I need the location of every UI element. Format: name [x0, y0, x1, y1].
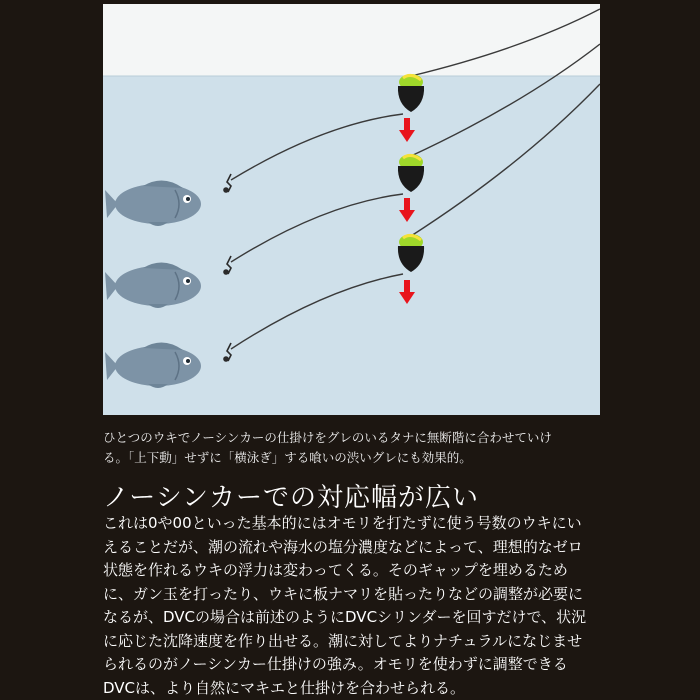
- body-line: えることだが、潮の流れや海水の塩分濃度などによって、理想的なゼロ: [103, 537, 583, 556]
- body-line: なるが、DVCの場合は前述のようにDVCシリンダーを回すだけで、状況: [103, 608, 587, 626]
- body-line: DVCは、より自然にマキエと仕掛けを合わせられる。: [103, 678, 466, 697]
- fishing-illustration: [103, 4, 600, 415]
- body-line: 状態を作れるウキの浮力は変わってくる。そのギャップを埋めるため: [103, 561, 568, 579]
- caption-line: ひとつのウキでノーシンカーの仕掛けをグレのいるタナに無断階に合わせていけ: [103, 430, 552, 445]
- body-line: に、ガン玉を打ったり、ウキに板ナマリを貼ったりなどの調整が必要に: [103, 584, 584, 603]
- body-paragraph: [103, 512, 603, 700]
- body-line: られるのがノーシンカー仕掛けの強み。オモリを使わずに調整できる: [103, 655, 568, 673]
- caption-line: る。「上下動」せずに「横泳ぎ」する喰いの渋いグレにも効果的。: [103, 450, 472, 465]
- body-line: に応じた沈降速度を作り出せる。潮に対してよりナチュラルになじませ: [103, 631, 583, 650]
- illustration-caption: [103, 428, 600, 468]
- body-line: これは0や00といった基本的にはオモリを打たずに使う号数のウキにい: [103, 514, 582, 532]
- sky-area: [103, 4, 600, 76]
- section-heading: ノーシンカーでの対応幅が広い: [103, 483, 480, 513]
